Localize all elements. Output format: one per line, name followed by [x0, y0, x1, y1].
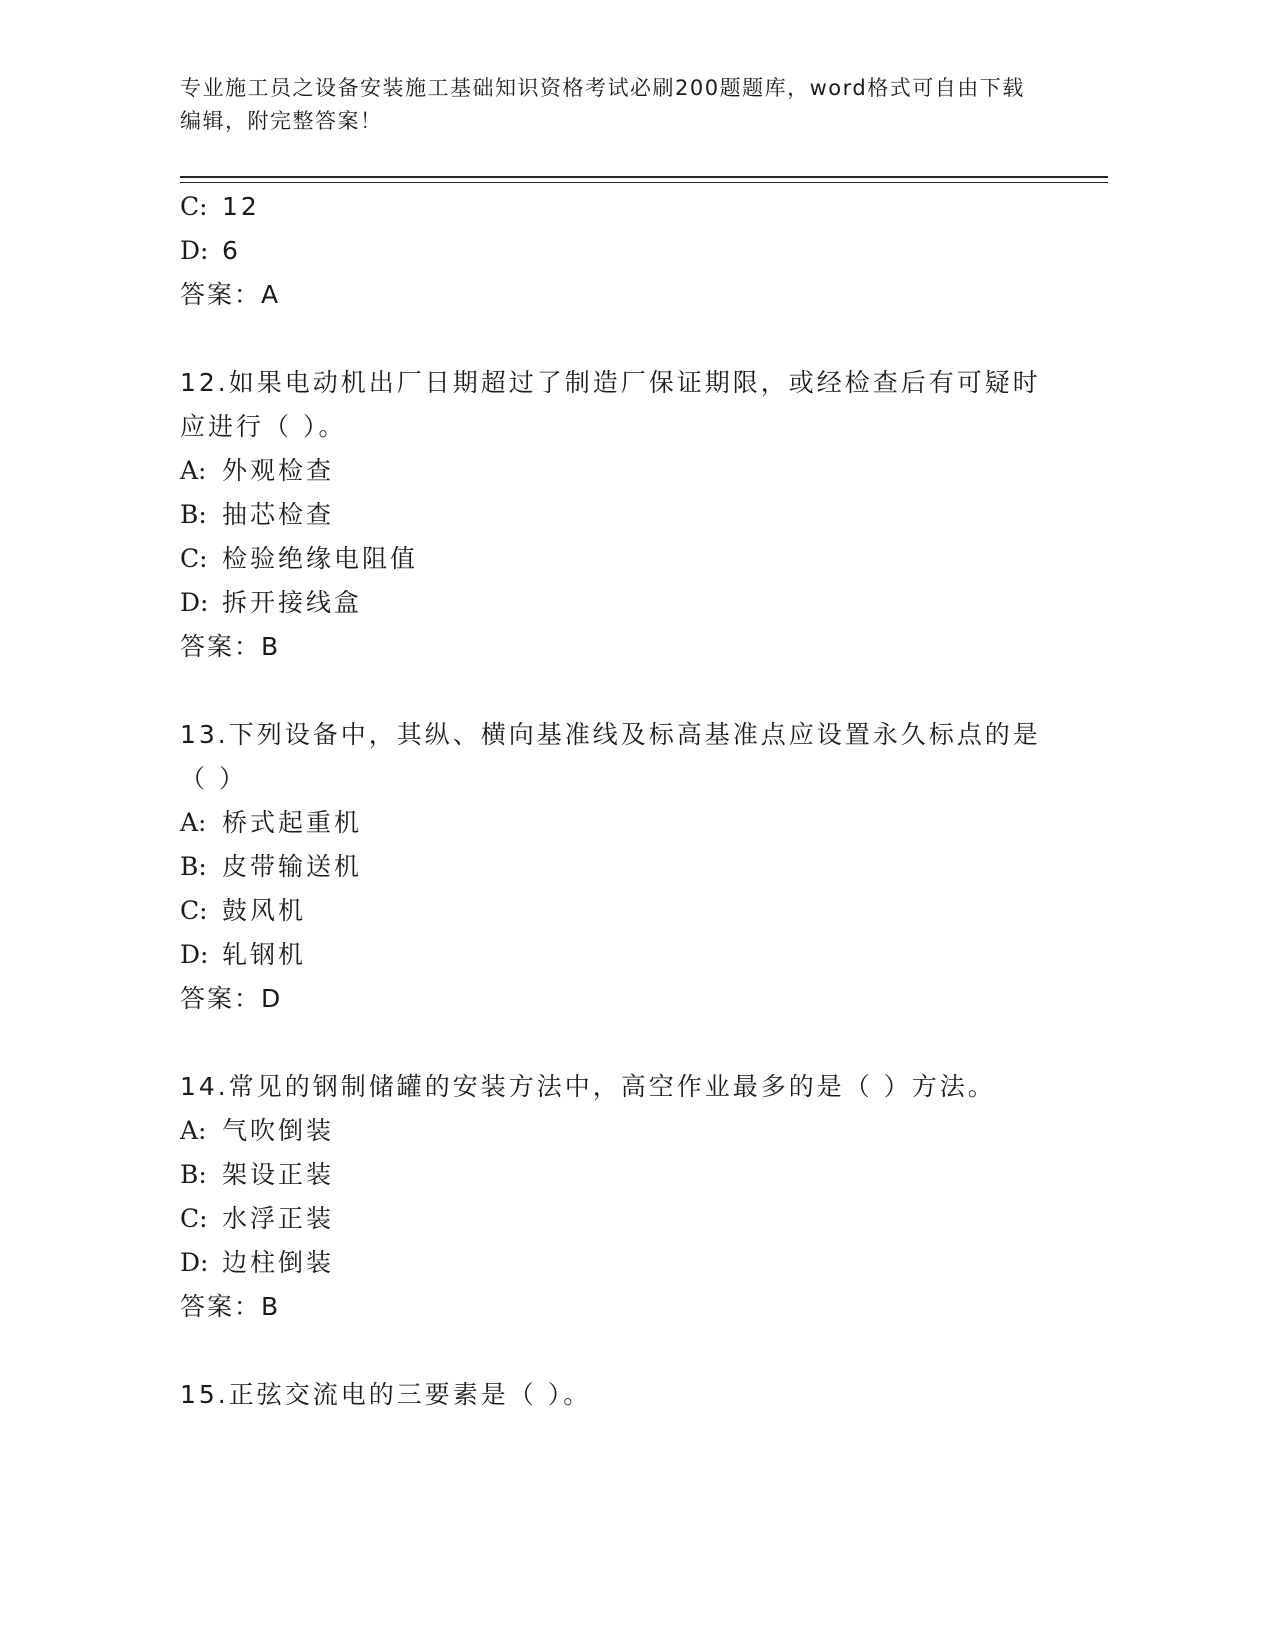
question-13 [180, 713, 1060, 1021]
option-text: 12 [222, 192, 260, 221]
option-text: 桥式起重机 [222, 808, 363, 837]
option-label: D: [180, 588, 209, 617]
option-label: B: [180, 852, 207, 881]
option-c [180, 1197, 1060, 1241]
question-12 [180, 361, 1060, 669]
option-label: B: [180, 500, 207, 529]
option-d [180, 581, 1060, 625]
question-stem: 14.常见的钢制储罐的安装方法中，高空作业最多的是（ ）方法。 [180, 1072, 996, 1101]
option-text: 水浮正装 [222, 1204, 335, 1233]
option-text: 外观检查 [222, 456, 335, 485]
option-b [180, 845, 1060, 889]
option-label: D: [180, 940, 209, 969]
option-label: D: [180, 236, 209, 265]
option-text: 6 [222, 236, 241, 265]
question-14 [180, 1065, 1060, 1329]
option-b [180, 493, 1060, 537]
header-divider-thick [180, 176, 1108, 178]
option-label: A: [180, 808, 207, 837]
option-label: D: [180, 1248, 209, 1277]
option-a [180, 1109, 1060, 1153]
option-label: A: [180, 456, 207, 485]
option-a [180, 801, 1060, 845]
header-divider-thin [180, 182, 1108, 183]
answer-line: 答案：D [180, 984, 283, 1013]
document-header: 专业施工员之设备安装施工基础知识资格考试必刷200题题库，word格式可自由下载编辑，附完整答案！ [180, 76, 1025, 133]
option-label: C: [180, 544, 208, 573]
answer-line: 答案：B [180, 632, 281, 661]
option-c [180, 537, 1060, 581]
option-text: 边柱倒装 [222, 1248, 335, 1277]
question-content [180, 185, 1060, 1417]
question-stem: 15.正弦交流电的三要素是（ ）。 [180, 1380, 592, 1409]
option-text: 拆开接线盒 [222, 588, 363, 617]
option-label: A: [180, 1116, 207, 1145]
option-text: 气吹倒装 [222, 1116, 335, 1145]
partial-question [180, 185, 1060, 317]
option-text: 架设正装 [222, 1160, 335, 1189]
option-d [180, 229, 1060, 273]
answer-line: 答案：A [180, 280, 281, 309]
option-text: 抽芯检查 [222, 500, 335, 529]
option-label: C: [180, 192, 208, 221]
question-15 [180, 1373, 1060, 1417]
option-label: C: [180, 1204, 208, 1233]
option-label: B: [180, 1160, 207, 1189]
question-stem: 12.如果电动机出厂日期超过了制造厂保证期限，或经检查后有可疑时应进行（ ）。 [180, 368, 1041, 441]
option-a [180, 449, 1060, 493]
option-c [180, 185, 1060, 229]
option-text: 检验绝缘电阻值 [222, 544, 419, 573]
option-text: 鼓风机 [222, 896, 307, 925]
option-label: C: [180, 896, 208, 925]
option-text: 皮带输送机 [222, 852, 363, 881]
option-d [180, 933, 1060, 977]
option-c [180, 889, 1060, 933]
option-text: 轧钢机 [222, 940, 307, 969]
question-stem: 13.下列设备中，其纵、横向基准线及标高基准点应设置永久标点的是（ ） [180, 720, 1041, 793]
option-d [180, 1241, 1060, 1285]
option-b [180, 1153, 1060, 1197]
answer-line: 答案：B [180, 1292, 281, 1321]
